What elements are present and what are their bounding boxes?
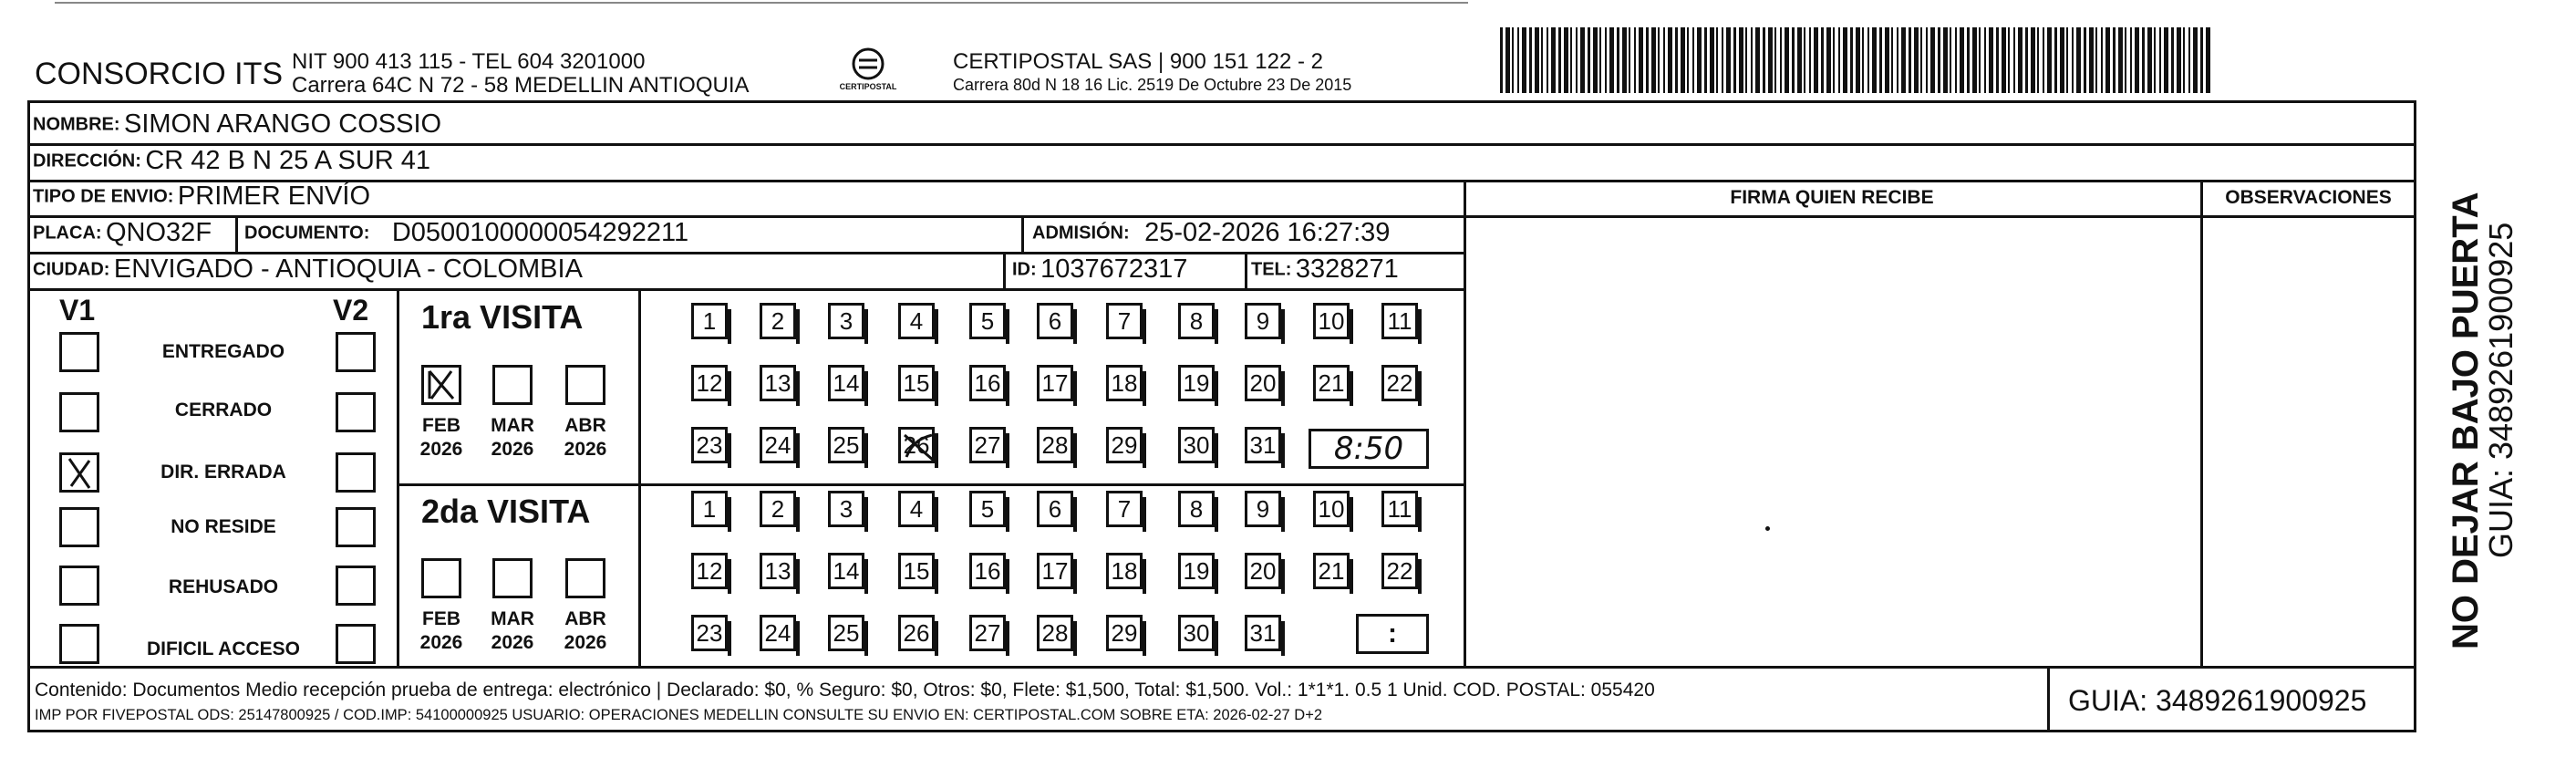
first-visit-title: 1ra VISITA [421,298,584,336]
first-visit-day-box[interactable] [1381,365,1418,401]
first-visit-day-box[interactable] [1106,303,1143,339]
status-dificil-acceso: DIFICIL ACCESO [146,638,300,659]
second-visit-month-abr: ABR 2026 [564,608,607,654]
second-visit-day-box[interactable] [1178,615,1215,651]
direccion-row [33,148,430,174]
v2-header: V2 [333,294,369,327]
direccion-label: DIRECCIÓN: [33,150,141,171]
first-visit-day-box[interactable] [1037,365,1073,401]
first-visit-day-number: 12 [696,368,723,397]
second-visit-day-number: 3 [839,494,853,523]
second-visit-day-number: 8 [1189,494,1204,523]
second-visit-day-box[interactable] [1381,553,1418,589]
barcode [1500,27,2211,93]
v2-checkbox-cerrado[interactable] [336,392,376,432]
status-entregado: ENTREGADO [161,341,285,362]
second-visit-month-mar: MAR 2026 [491,608,534,654]
first-visit-month-feb: FEB 2026 [419,415,463,461]
logo-text: CERTIPOSTAL [839,82,897,91]
observaciones-header: OBSERVACIONES [2225,187,2392,208]
first-visit-day-number: 26 [903,431,930,459]
tel-label: TEL: [1251,259,1292,280]
tel-row [1251,256,1399,283]
first-visit-day-box[interactable] [691,365,728,401]
tipo-row [33,183,370,210]
v1-checkbox-cerrado[interactable] [59,392,99,432]
second-visit-day-number: 13 [764,556,791,585]
second-visit-day-box[interactable] [898,615,935,651]
first-visit-day-number: 4 [909,306,924,335]
first-visit-day-box[interactable] [898,365,935,401]
v2-checkbox-dir-errada[interactable] [336,452,376,493]
first-visit-day-box[interactable] [1037,303,1073,339]
second-visit-day-number: 23 [696,618,723,647]
second-visit-day-box[interactable] [1037,553,1073,589]
second-visit-day-number: 10 [1318,494,1345,523]
second-visit-day-number: 4 [909,494,924,523]
first-visit-day-number: 3 [839,306,853,335]
second-visit-day-box[interactable] [1178,491,1215,527]
second-visit-title: 2da VISITA [421,493,591,530]
second-visit-day-box[interactable] [828,491,864,527]
top-rule [55,2,1468,4]
second-visit-day-box[interactable] [828,615,864,651]
second-visit-day-box[interactable] [1106,491,1143,527]
certipostal-logo [832,44,905,99]
second-visit-day-box[interactable] [898,553,935,589]
v1-checkbox-entregado[interactable] [59,332,99,372]
v1-checkbox-rehusado[interactable] [59,566,99,606]
second-visit-month-abr-box[interactable] [565,558,605,598]
first-visit-day-box[interactable] [760,365,796,401]
first-visit-day-number: 9 [1256,306,1270,335]
carrier-line-2: Carrera 80d N 18 16 Lic. 2519 De Octubre 23 De 2015 [953,76,1352,94]
first-visit-day-number: 22 [1386,368,1413,397]
ciudad-label: CIUDAD: [33,259,110,280]
tel-value: 3328271 [1295,254,1399,284]
first-visit-day-number: 25 [833,431,860,459]
first-visit-time: 8:50 [1333,431,1404,467]
second-visit-time-box[interactable] [1356,614,1429,654]
first-visit-time-box[interactable] [1309,429,1429,469]
company-line-1: NIT 900 413 115 - TEL 604 3201000 [292,49,646,74]
first-visit-day-number: 18 [1111,368,1138,397]
second-visit-day-box[interactable] [1313,553,1350,589]
first-visit-month-mar-box[interactable] [492,365,533,405]
nombre-row [33,111,441,138]
first-visit-day-box[interactable] [1381,303,1418,339]
direccion-value: CR 42 B N 25 A SUR 41 [145,146,431,175]
first-visit-day-box[interactable] [969,427,1006,463]
first-visit-day-number: 23 [696,431,723,459]
first-visit-day-number: 17 [1041,368,1069,397]
first-visit-day-number: 8 [1189,306,1204,335]
first-visit-day-box[interactable] [1178,427,1215,463]
handwritten-x-icon [424,368,460,404]
first-visit-day-number: 28 [1041,431,1069,459]
second-visit-day-box[interactable] [760,553,796,589]
first-visit-day-box[interactable] [828,427,864,463]
placa-value: QNO32F [106,218,212,247]
second-visit-day-number: 21 [1318,556,1345,585]
first-visit-day-box[interactable] [691,303,728,339]
second-visit-day-box[interactable] [969,615,1006,651]
second-visit-time: : [1388,618,1397,649]
second-visit-day-number: 6 [1048,494,1062,523]
ciudad-row [33,256,583,283]
first-visit-day-number: 1 [702,306,717,335]
firma-header: FIRMA QUIEN RECIBE [1730,187,1934,208]
first-visit-day-box[interactable] [691,427,728,463]
second-visit-day-box[interactable] [1245,553,1281,589]
placa-row [33,220,212,246]
first-visit-day-number: 19 [1183,368,1210,397]
first-visit-day-box[interactable] [1178,365,1215,401]
second-visit-day-box[interactable] [1381,491,1418,527]
second-visit-day-number: 17 [1041,556,1069,585]
v1-checkbox-dir-errada[interactable] [59,452,99,493]
first-visit-day-number: 21 [1318,368,1345,397]
first-visit-month-mar: MAR 2026 [491,415,534,461]
nombre-label: NOMBRE: [33,114,120,135]
company-line-2: Carrera 64C N 72 - 58 MEDELLIN ANTIOQUIA [292,73,750,98]
v2-checkbox-dificil-acceso[interactable] [336,624,376,664]
second-visit-day-number: 18 [1111,556,1138,585]
first-visit-day-number: 24 [764,431,791,459]
second-visit-day-box[interactable] [1106,615,1143,651]
second-visit-day-number: 28 [1041,618,1069,647]
second-visit-day-box[interactable] [760,615,796,651]
first-visit-day-box[interactable] [898,303,935,339]
second-visit-day-number: 11 [1387,494,1412,523]
second-visit-day-number: 26 [903,618,930,647]
second-visit-day-number: 14 [833,556,860,585]
ciudad-value: ENVIGADO - ANTIOQUIA - COLOMBIA [113,254,583,284]
second-visit-day-box[interactable] [969,553,1006,589]
second-visit-day-box[interactable] [828,553,864,589]
second-visit-day-box[interactable] [760,491,796,527]
second-visit-day-number: 12 [696,556,723,585]
first-visit-day-number: 5 [980,306,995,335]
admision-label: ADMISIÓN: [1032,223,1130,244]
second-visit-day-number: 19 [1183,556,1210,585]
second-visit-day-number: 25 [833,618,860,647]
first-visit-day-number: 20 [1249,368,1277,397]
footer-line-1: Contenido: Documentos Medio recepción prueba de entrega: electrónico | Declarado: $0, % Seguro: $0, Otros: $0, Flete: $1,500, Total: $1,500. Vol.: 1*1*1. 0.5 1 Unid. COD. POSTAL: 055420 [35,680,1655,701]
nombre-value: SIMON ARANGO COSSIO [124,109,442,139]
status-rehusado: REHUSADO [168,576,279,597]
second-visit-day-number: 1 [702,494,717,523]
id-value: 1037672317 [1040,254,1188,284]
second-visit-day-number: 27 [974,618,1001,647]
documento-label: DOCUMENTO: [244,223,370,244]
v1-header: V1 [59,294,96,327]
side-guia: GUIA: 3489261900925 [2482,222,2519,558]
second-visit-day-box[interactable] [1037,615,1073,651]
second-visit-day-number: 31 [1249,618,1277,647]
v1-checkbox-no-reside[interactable] [59,507,99,547]
second-visit-day-box[interactable] [1245,491,1281,527]
second-visit-day-number: 7 [1117,494,1132,523]
first-visit-day-box[interactable] [1313,303,1350,339]
first-visit-month-abr-box[interactable] [565,365,605,405]
first-visit-day-box[interactable] [1178,303,1215,339]
first-visit-month-abr: ABR 2026 [564,415,607,461]
second-visit-day-box[interactable] [1313,491,1350,527]
footer-guia: GUIA: 3489261900925 [2068,684,2367,717]
first-visit-day-number: 15 [903,368,930,397]
v1-checkbox-dificil-acceso[interactable] [59,624,99,664]
second-visit-day-box[interactable] [691,491,728,527]
v2-checkbox-entregado[interactable] [336,332,376,372]
handwritten-strike-icon [901,430,937,466]
first-visit-day-box[interactable] [828,365,864,401]
first-visit-day-box[interactable] [1106,427,1143,463]
second-visit-day-number: 22 [1386,556,1413,585]
first-visit-day-box[interactable] [1245,365,1281,401]
first-visit-day-number: 29 [1111,431,1138,459]
second-visit-day-number: 20 [1249,556,1277,585]
first-visit-day-number: 16 [974,368,1001,397]
tipo-value: PRIMER ENVÍO [177,182,371,211]
tipo-label: TIPO DE ENVIO: [33,186,174,207]
first-visit-day-box[interactable] [1245,303,1281,339]
first-visit-day-box[interactable] [760,303,796,339]
second-visit-month-feb: FEB 2026 [419,608,463,654]
first-visit-day-box[interactable] [969,303,1006,339]
first-visit-day-number: 10 [1318,306,1345,335]
company-name: CONSORCIO ITS [35,57,284,91]
v2-checkbox-no-reside[interactable] [336,507,376,547]
id-label: ID: [1012,259,1037,280]
status-dir-errada: DIR. ERRADA [160,462,286,483]
second-visit-day-number: 9 [1256,494,1270,523]
second-visit-day-box[interactable] [691,615,728,651]
second-visit-day-number: 2 [771,494,785,523]
documento-row [244,220,688,246]
second-visit-month-feb-box[interactable] [421,558,461,598]
second-visit-day-box[interactable] [691,553,728,589]
second-visit-day-box[interactable] [1178,553,1215,589]
first-visit-day-box[interactable] [1106,365,1143,401]
first-visit-day-number: 27 [974,431,1001,459]
second-visit-month-mar-box[interactable] [492,558,533,598]
placa-label: PLACA: [33,223,102,244]
first-visit-day-box[interactable] [1313,365,1350,401]
second-visit-day-box[interactable] [1037,491,1073,527]
second-visit-day-box[interactable] [969,491,1006,527]
status-no-reside: NO RESIDE [171,516,276,537]
first-visit-day-number: 13 [764,368,791,397]
second-visit-day-box[interactable] [898,491,935,527]
second-visit-day-number: 29 [1111,618,1138,647]
first-visit-day-number: 6 [1048,306,1062,335]
second-visit-day-number: 15 [903,556,930,585]
status-cerrado: CERRADO [174,400,273,420]
handwritten-x-icon [62,455,98,492]
first-visit-day-box[interactable] [828,303,864,339]
side-notice: NO DEJAR BAJO PUERTA [2446,192,2486,649]
v2-checkbox-rehusado[interactable] [336,566,376,606]
first-visit-day-number: 7 [1117,306,1132,335]
first-visit-month-feb-box[interactable] [421,365,461,405]
second-visit-day-number: 30 [1183,618,1210,647]
second-visit-day-number: 5 [980,494,995,523]
carrier-line-1: CERTIPOSTAL SAS | 900 151 122 - 2 [953,49,1323,74]
first-visit-day-number: 31 [1249,431,1277,459]
first-visit-day-box[interactable] [1037,427,1073,463]
firma-dot [1765,526,1770,531]
second-visit-day-box[interactable] [1245,615,1281,651]
first-visit-day-number: 30 [1183,431,1210,459]
first-visit-day-box[interactable] [760,427,796,463]
id-row [1012,256,1187,283]
first-visit-day-number: 2 [771,306,785,335]
first-visit-day-box[interactable] [898,427,935,463]
second-visit-day-box[interactable] [1106,553,1143,589]
first-visit-day-box[interactable] [969,365,1006,401]
first-visit-day-number: 11 [1387,306,1412,335]
first-visit-day-number: 14 [833,368,860,397]
admision-row [1032,220,1390,246]
documento-value: D0500100000054292211 [391,218,689,247]
second-visit-day-number: 16 [974,556,1001,585]
admision-value: 25-02-2026 16:27:39 [1144,218,1391,247]
footer-line-2: IMP POR FIVEPOSTAL ODS: 25147800925 / COD.IMP: 54100000925 USUARIO: OPERACIONES MEDELLIN CONSULTE SU ENVIO EN: CERTIPOSTAL.COM SOBRE ETA: 2026-02-27 D+2 [35,707,1323,723]
first-visit-day-box[interactable] [1245,427,1281,463]
second-visit-day-number: 24 [764,618,791,647]
